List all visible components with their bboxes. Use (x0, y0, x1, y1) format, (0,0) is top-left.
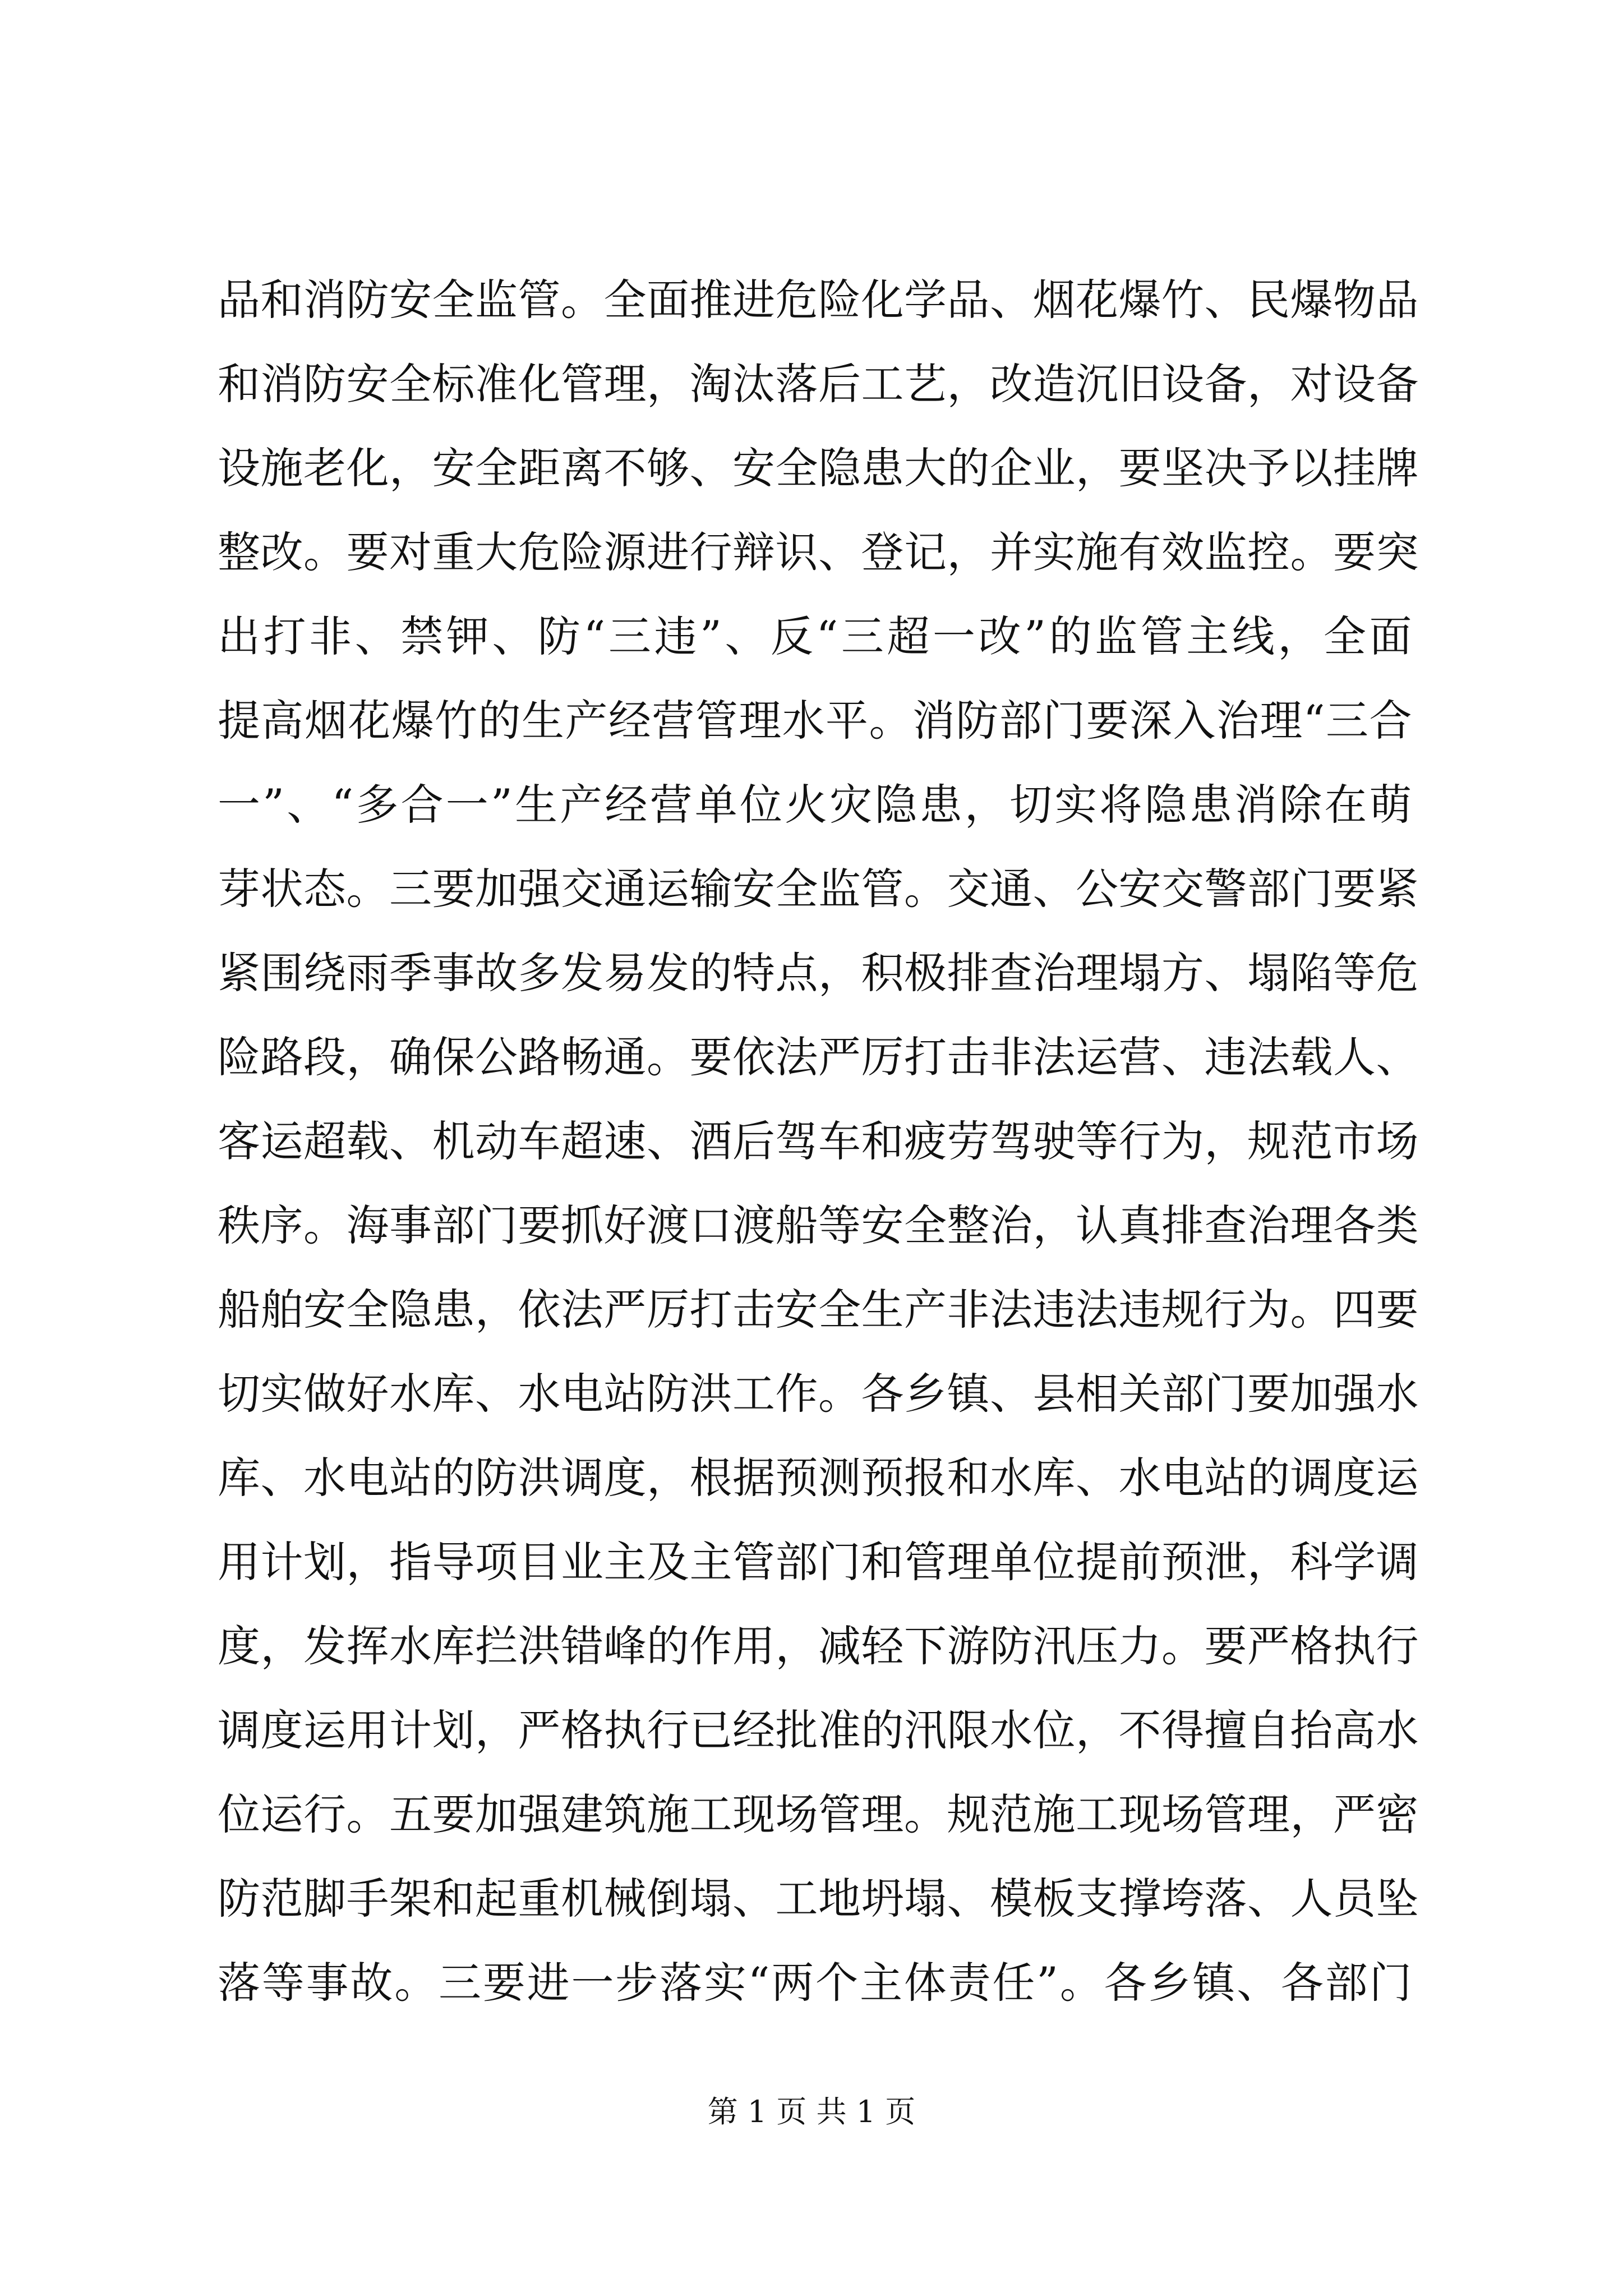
text-line: 出打非、禁钾、防“三违”、反“三超一改”的监管主线，全面 (218, 611, 1412, 661)
text-line: 品和消防安全监管。全面推进危险化学品、烟花爆竹、民爆物品 (218, 275, 1419, 325)
text-line: 一”、“多合一”生产经营单位火灾隐患，切实将隐患消除在萌 (218, 780, 1412, 830)
text-line: 客运超载、机动车超速、酒后驾车和疲劳驾驶等行为，规范市场 (218, 1116, 1419, 1166)
text-line: 提高烟花爆竹的生产经营管理水平。消防部门要深入治理“三合 (218, 696, 1412, 746)
text-line: 防范脚手架和起重机械倒塌、工地坍塌、模板支撑垮落、人员坠 (218, 1874, 1419, 1924)
text-line: 库、水电站的防洪调度，根据预测预报和水库、水电站的调度运 (218, 1453, 1419, 1503)
body-text (218, 258, 1419, 2025)
text-line: 切实做好水库、水电站防洪工作。各乡镇、县相关部门要加强水 (218, 1369, 1419, 1419)
text-line: 位运行。五要加强建筑施工现场管理。规范施工现场管理，严密 (218, 1789, 1419, 1839)
page-footer: 第 1 页 共 1 页 (707, 2094, 916, 2129)
text-line: 落等事故。三要进一步落实“两个主体责任”。各乡镇、各部门 (218, 1958, 1412, 2008)
text-line: 和消防安全标准化管理，淘汰落后工艺，改造沉旧设备，对设备 (218, 359, 1419, 409)
text-line: 用计划，指导项目业主及主管部门和管理单位提前预泄，科学调 (218, 1537, 1419, 1587)
text-line: 险路段，确保公路畅通。要依法严厉打击非法运营、违法载人、 (218, 1032, 1419, 1082)
text-line: 调度运用计划，严格执行已经批准的汛限水位，不得擅自抬高水 (218, 1705, 1419, 1755)
text-line: 设施老化，安全距离不够、安全隐患大的企业，要坚决予以挂牌 (218, 443, 1419, 493)
text-line: 紧围绕雨季事故多发易发的特点，积极排查治理塌方、塌陷等危 (218, 948, 1419, 998)
text-line: 芽状态。三要加强交通运输安全监管。交通、公安交警部门要紧 (218, 864, 1419, 914)
text-line: 整改。要对重大危险源进行辩识、登记，并实施有效监控。要突 (218, 527, 1419, 577)
text-line: 秩序。海事部门要抓好渡口渡船等安全整治，认真排查治理各类 (218, 1200, 1419, 1250)
text-line: 船舶安全隐患，依法严厉打击安全生产非法违法违规行为。四要 (218, 1285, 1419, 1335)
text-line: 度，发挥水库拦洪错峰的作用，减轻下游防汛压力。要严格执行 (218, 1621, 1419, 1671)
